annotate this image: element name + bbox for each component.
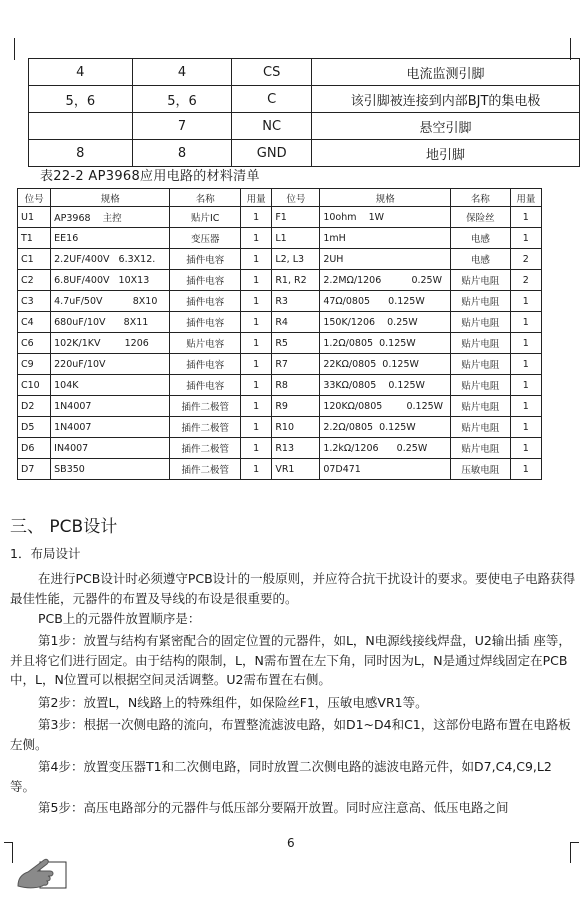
bom-cell: R9 [272,396,320,417]
pin-table-row [29,59,580,86]
bom-row [18,228,542,249]
bom-cell: 1 [241,228,272,249]
bom-cell: 2 [510,270,541,291]
bom-cell: 1 [241,375,272,396]
bom-cell: R3 [272,291,320,312]
bom-cell: 47Ω/0805 0.125W [320,291,451,312]
bom-cell: 保险丝 [451,207,510,228]
hand-pointer-icon [14,852,68,890]
bom-cell: 1 [510,459,541,480]
pin-table-cell: NC [232,113,312,140]
pin-table-cell: 5，6 [29,86,133,113]
pin-table-cell: C [232,86,312,113]
bom-cell: 1N4007 [51,396,170,417]
bom-row [18,417,542,438]
pin-table-row [29,86,580,113]
bom-cell: F1 [272,207,320,228]
bom-cell: 1N4007 [51,417,170,438]
paragraph-step-2: 第2步：放置L，N线路上的特殊组件，如保险丝F1，压敏电感VR1等。 [38,695,428,710]
bom-cell: 1 [510,333,541,354]
bom-cell: VR1 [272,459,320,480]
paragraph-intro: 在进行PCB设计时必须遵守PCB设计的一般原则，并应符合抗干扰设计的要求。要使电子电路获得最佳性能，元器件的布置及导线的布设是很重要的。 [10,571,576,606]
bom-cell: 贴片电阻 [451,291,510,312]
bom-row [18,396,542,417]
paragraph-step-5: 第5步：高压电路部分的元器件与低压部分要隔开放置。同时应注意高、低压电路之间 [38,800,509,815]
bom-cell: 插件二极管 [170,396,241,417]
paragraph-step-4: 第4步：放置变压器T1和二次侧电路，同时放置二次侧电路的滤波电路元件，如D7,C4,C9,L2等。 [10,759,552,794]
bom-cell: 电感 [451,228,510,249]
pin-table-cell: 悬空引脚 [312,113,580,140]
bom-cell: D2 [18,396,51,417]
bom-header-cell: 规格 [51,189,170,207]
bom-cell: 22KΩ/0805 0.125W [320,354,451,375]
bom-cell: 插件电容 [170,354,241,375]
bom-cell: 2.2Ω/0805 0.125W [320,417,451,438]
paragraph-step-3: 第3步：根据一次侧电路的流向，布置整流滤波电路，如D1~D4和C1，这部份电路布置在电路板左侧。 [10,717,571,752]
bom-cell: 插件电容 [170,270,241,291]
bom-cell: 1 [241,270,272,291]
bom-cell: 6.8UF/400V 10X13 [51,270,170,291]
bom-cell: T1 [18,228,51,249]
bom-cell: 2.2UF/400V 6.3X12. [51,249,170,270]
bom-cell: R13 [272,438,320,459]
bom-cell: 2 [510,249,541,270]
bom-cell: 1 [510,228,541,249]
pin-table-cell: 该引脚被连接到内部BJT的集电极 [312,86,580,113]
bom-row [18,312,542,333]
bom-cell: AP3968 主控 [51,207,170,228]
bom-cell: D6 [18,438,51,459]
bom-header-cell: 名称 [170,189,241,207]
pin-table-cell: 4 [132,59,232,86]
bom-cell: 贴片电阻 [451,270,510,291]
bom-cell: 插件电容 [170,312,241,333]
bom-cell: 1 [241,396,272,417]
pin-table [28,58,580,167]
bom-cell: 2.2MΩ/1206 0.25W [320,270,451,291]
bom-cell: 贴片电阻 [451,354,510,375]
bom-cell: EE16 [51,228,170,249]
bom-cell: 1 [510,375,541,396]
bom-cell: 07D471 [320,459,451,480]
bom-cell: 1 [510,291,541,312]
pin-table-cell: 地引脚 [312,140,580,167]
bom-cell: 贴片电容 [170,333,241,354]
bom-row [18,438,542,459]
bom-row [18,207,542,228]
bom-cell: R10 [272,417,320,438]
bom-cell: L1 [272,228,320,249]
bom-row [18,354,542,375]
bom-cell: 1 [241,417,272,438]
bom-cell: 1 [510,417,541,438]
bom-cell: 1 [510,354,541,375]
bom-cell: 插件二极管 [170,459,241,480]
bom-header-cell: 位号 [18,189,51,207]
bom-cell: R5 [272,333,320,354]
pin-table-cell: GND [232,140,312,167]
bom-header-cell: 名称 [451,189,510,207]
bom-cell: R7 [272,354,320,375]
bom-row [18,375,542,396]
bom-cell: D5 [18,417,51,438]
bom-cell: IN4007 [51,438,170,459]
bom-cell: 1mH [320,228,451,249]
bom-cell: 贴片电阻 [451,333,510,354]
bom-cell: D7 [18,459,51,480]
pin-table-cell: CS [232,59,312,86]
subsection-title: 1．布局设计 [10,546,81,561]
bom-header-cell: 用量 [241,189,272,207]
bom-cell: 插件电容 [170,249,241,270]
bom-cell: 贴片电阻 [451,375,510,396]
bom-cell: C6 [18,333,51,354]
paragraph-step-1: 第1步：放置与结构有紧密配合的固定位置的元器件，如L，N电源线接线焊盘，U2输出插 座等，并且将它们进行固定。由于结构的限制，L，N需布置在左下角，同时因为L，N是通过焊线固定在PCB中，L，N位置可以根据空间灵活调整。U2需布置在右侧。 [10,633,571,687]
bom-cell: C2 [18,270,51,291]
bom-cell: 1.2kΩ/1206 0.25W [320,438,451,459]
bom-cell: C3 [18,291,51,312]
bom-cell: 33KΩ/0805 0.125W [320,375,451,396]
bom-cell: 插件二极管 [170,438,241,459]
bom-cell: 变压器 [170,228,241,249]
bom-cell: 1 [241,459,272,480]
bom-cell: C10 [18,375,51,396]
bom-cell: 1 [241,291,272,312]
bom-row [18,270,542,291]
bom-row [18,249,542,270]
pin-table-cell: 电流监测引脚 [312,59,580,86]
bom-table [17,188,542,480]
bom-cell: 680uF/10V 8X11 [51,312,170,333]
bom-cell: 插件电容 [170,291,241,312]
bom-cell: 1 [241,438,272,459]
bom-cell: 102K/1KV 1206 [51,333,170,354]
bom-cell: 2UH [320,249,451,270]
bom-cell: C9 [18,354,51,375]
bom-cell: 1 [241,207,272,228]
bom-cell: 4.7uF/50V 8X10 [51,291,170,312]
pin-table-row [29,113,580,140]
bom-cell: 10ohm 1W [320,207,451,228]
crop-mark-bottom-left [4,842,13,863]
bom-cell: SB350 [51,459,170,480]
pin-table-cell: 8 [29,140,133,167]
bom-cell: R1, R2 [272,270,320,291]
pin-table-cell: 5，6 [132,86,232,113]
bom-row [18,459,542,480]
bom-cell: 压敏电阻 [451,459,510,480]
bom-cell: 1 [510,396,541,417]
bom-cell: C4 [18,312,51,333]
bom-cell: 贴片电阻 [451,438,510,459]
bom-cell: C1 [18,249,51,270]
bom-cell: 1.2Ω/0805 0.125W [320,333,451,354]
pin-table-cell: 8 [132,140,232,167]
pin-table-cell: 7 [132,113,232,140]
pin-table-cell: 4 [29,59,133,86]
bom-cell: U1 [18,207,51,228]
bom-cell: 贴片电阻 [451,396,510,417]
bom-cell: R8 [272,375,320,396]
bom-cell: 贴片电阻 [451,417,510,438]
bom-cell: 贴片电阻 [451,312,510,333]
bom-cell: 120KΩ/0805 0.125W [320,396,451,417]
bom-row [18,291,542,312]
crop-mark-bottom-right [570,842,579,863]
paragraph-order: PCB上的元器件放置顺序是： [38,611,201,626]
bom-cell: 104K [51,375,170,396]
bom-cell: 1 [241,312,272,333]
crop-mark-top-right [570,38,581,60]
bom-cell: 1 [241,333,272,354]
pin-table-row [29,140,580,167]
bom-cell: 1 [510,312,541,333]
bom-cell: 220uF/10V [51,354,170,375]
bom-row [18,333,542,354]
pin-table-cell [29,113,133,140]
bom-header-cell: 位号 [272,189,320,207]
table-caption: 表22-2 AP3968应用电路的材料清单 [40,169,260,184]
bom-header-cell: 用量 [510,189,541,207]
bom-header-cell: 规格 [320,189,451,207]
bom-cell: 1 [241,249,272,270]
bom-cell: 贴片IC [170,207,241,228]
section-title: 三、 PCB设计 [10,517,118,537]
bom-cell: L2, L3 [272,249,320,270]
bom-cell: 1 [241,354,272,375]
page-number: 6 [287,836,295,850]
bom-cell: R4 [272,312,320,333]
crop-mark-top-left [4,38,15,60]
bom-cell: 1 [510,207,541,228]
bom-cell: 150K/1206 0.25W [320,312,451,333]
bom-cell: 1 [510,438,541,459]
bom-cell: 插件二极管 [170,417,241,438]
bom-cell: 电感 [451,249,510,270]
bom-cell: 插件电容 [170,375,241,396]
